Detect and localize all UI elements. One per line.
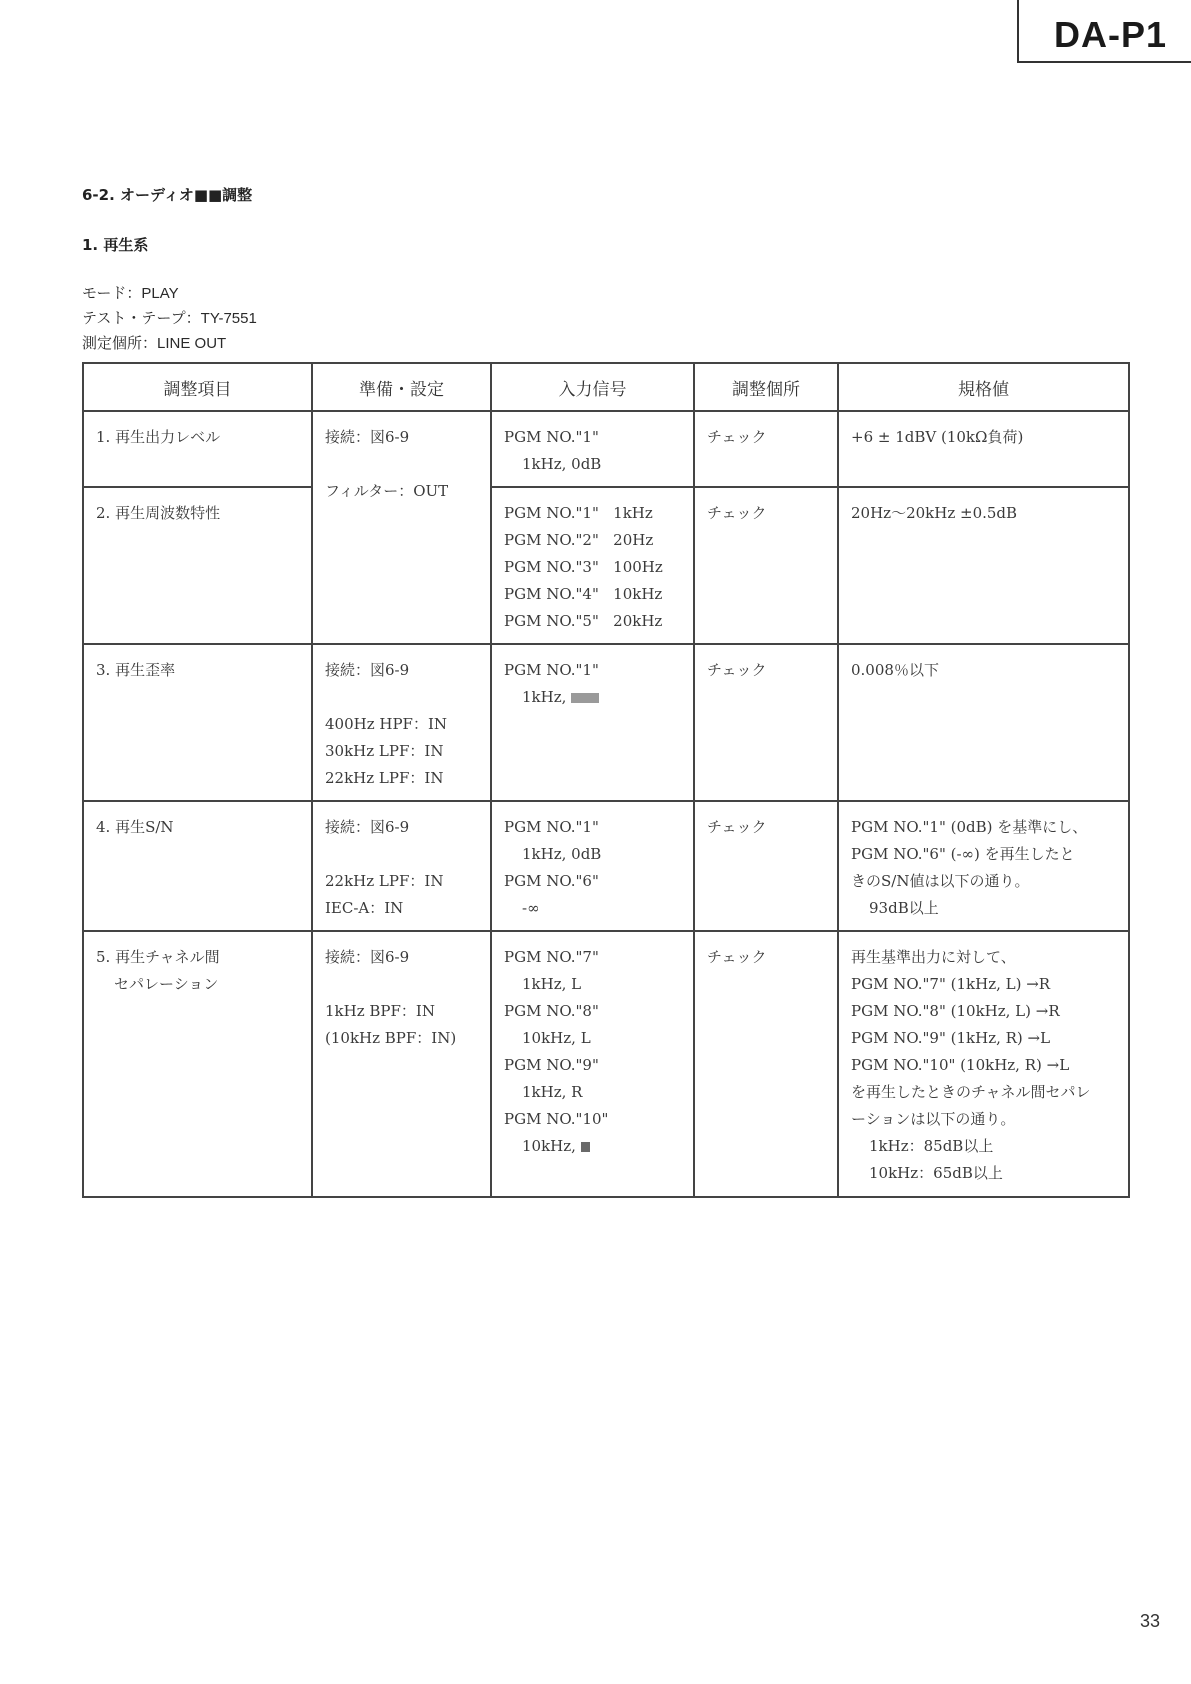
spec-line: PGM NO."6" (-∞) を再生したと [851, 845, 1075, 863]
cell-item [83, 644, 312, 801]
signal-line: PGM NO."10" [504, 1110, 609, 1128]
item-text: セパレーション [114, 975, 219, 993]
signal-line: PGM NO."1" 1kHz [504, 504, 653, 522]
prep-line: (10kHz BPF：IN) [325, 1029, 457, 1047]
signal-line: -∞ [522, 899, 540, 917]
cell-item [83, 411, 312, 487]
cell-spec [838, 411, 1129, 487]
spec-line: 再生基準出力に対して、 [851, 948, 1016, 966]
adjustment-table [82, 362, 1130, 1198]
prep-line: 接続：図6-9 [325, 818, 410, 836]
signal-line: PGM NO."8" [504, 1002, 599, 1020]
signal-text: 10kHz, [522, 1137, 576, 1155]
signal-line [504, 1133, 681, 1160]
signal-line: PGM NO."2" 20Hz [504, 531, 654, 549]
condition-mode [82, 282, 179, 303]
spec-line: PGM NO."1" (0dB) を基準にし、 [851, 818, 1088, 836]
header-spec: 規格値 [838, 363, 1129, 411]
spec-line: PGM NO."9" (1kHz, R) →L [851, 1029, 1051, 1047]
cell-item [83, 487, 312, 644]
table-row [83, 931, 1129, 1197]
adjust-text: チェック [707, 661, 767, 679]
cell-adjust [694, 801, 838, 931]
spec-line: きのS/N値は以下の通り。 [851, 872, 1030, 890]
spec-line: 20Hz～20kHz ±0.5dB [851, 504, 1018, 522]
cell-prep [312, 931, 491, 1197]
item-text: 4. 再生S/N [96, 818, 174, 836]
adjust-text: チェック [707, 428, 767, 446]
table-row [83, 487, 1129, 644]
cell-adjust [694, 644, 838, 801]
cell-spec [838, 801, 1129, 931]
condition-value: PLAY [141, 285, 179, 302]
header-prep: 準備・設定 [312, 363, 491, 411]
spec-line: を再生したときのチャネル間セパレ [851, 1083, 1091, 1101]
condition-value: TY-7551 [200, 310, 257, 327]
spec-line: 1kHz：85dB以上 [869, 1137, 994, 1155]
signal-line: PGM NO."1" [504, 428, 599, 446]
item-text: 1. 再生出力レベル [96, 428, 221, 446]
signal-line: 10kHz, L [522, 1029, 591, 1047]
table-header-row [83, 363, 1129, 411]
adjust-text: チェック [707, 948, 767, 966]
model-label: DA-P1 [1054, 14, 1168, 55]
table-row [83, 801, 1129, 931]
cell-prep [312, 644, 491, 801]
spec-line: ーションは以下の通り。 [851, 1110, 1016, 1128]
cell-spec [838, 931, 1129, 1197]
signal-line: PGM NO."4" 10kHz [504, 585, 663, 603]
cell-item [83, 801, 312, 931]
signal-line: 1kHz, 0dB [522, 845, 602, 863]
page-number: 33 [1140, 1611, 1161, 1631]
signal-line: PGM NO."9" [504, 1056, 599, 1074]
prep-line: 1kHz BPF：IN [325, 1002, 435, 1020]
signal-line: PGM NO."5" 20kHz [504, 612, 663, 630]
signal-line: PGM NO."1" [504, 818, 599, 836]
cell-adjust [694, 487, 838, 644]
item-text: 5. 再生チャネル間 [96, 948, 220, 966]
cell-prep [312, 801, 491, 931]
condition-measure-point [82, 332, 226, 353]
prep-line: 22kHz LPF：IN [325, 769, 444, 787]
spec-line: PGM NO."8" (10kHz, L) →R [851, 1002, 1060, 1020]
spec-line: 10kHz：65dB以上 [869, 1164, 1003, 1182]
sub-title: 1. 再生系 [82, 236, 149, 254]
cell-signal [491, 931, 694, 1197]
redaction-mark [571, 693, 599, 703]
signal-line: PGM NO."6" [504, 872, 599, 890]
prep-line: IEC-A：IN [325, 899, 404, 917]
signal-text: 1kHz, [522, 688, 567, 706]
cell-signal [491, 644, 694, 801]
condition-label: モード： [82, 284, 142, 302]
cell-item [83, 931, 312, 1197]
item-text: 3. 再生歪率 [96, 661, 176, 679]
cell-spec [838, 644, 1129, 801]
signal-line: 1kHz, 0dB [522, 455, 602, 473]
spec-line: 93dB以上 [869, 899, 939, 917]
signal-line: 1kHz, R [522, 1083, 583, 1101]
condition-test-tape [82, 307, 257, 328]
spec-line: PGM NO."10" (10kHz, R) →L [851, 1056, 1070, 1074]
redaction-mark [581, 1142, 590, 1152]
signal-line: 1kHz, L [522, 975, 582, 993]
cell-signal [491, 487, 694, 644]
cell-adjust [694, 931, 838, 1197]
prep-line: 接続：図6-9 [325, 428, 410, 446]
adjust-text: チェック [707, 504, 767, 522]
cell-prep [312, 411, 491, 644]
signal-line: PGM NO."1" [504, 661, 599, 679]
item-text: 2. 再生周波数特性 [96, 504, 221, 522]
table-row [83, 644, 1129, 801]
signal-line [504, 684, 681, 711]
prep-line: 接続：図6-9 [325, 948, 410, 966]
cell-adjust [694, 411, 838, 487]
condition-value: LINE OUT [157, 335, 227, 352]
prep-line: 30kHz LPF：IN [325, 742, 444, 760]
header-item: 調整項目 [83, 363, 312, 411]
header-adjust: 調整個所 [694, 363, 838, 411]
adjust-text: チェック [707, 818, 767, 836]
prep-line: フィルター：OUT [325, 482, 449, 500]
header-signal: 入力信号 [491, 363, 694, 411]
cell-signal [491, 411, 694, 487]
spec-line: 0.008％以下 [851, 661, 939, 679]
cell-signal [491, 801, 694, 931]
prep-line: 接続：図6-9 [325, 661, 410, 679]
signal-line: PGM NO."7" [504, 948, 599, 966]
spec-line: +6 ± 1dBV (10kΩ負荷) [851, 428, 1024, 446]
cell-spec [838, 487, 1129, 644]
table-row [83, 411, 1129, 487]
spec-line: PGM NO."7" (1kHz, L) →R [851, 975, 1051, 993]
prep-line: 22kHz LPF：IN [325, 872, 444, 890]
signal-line: PGM NO."3" 100Hz [504, 558, 663, 576]
condition-label: 測定個所： [82, 334, 158, 352]
prep-line: 400Hz HPF：IN [325, 715, 448, 733]
section-title: 6-2. オーディオ■■調整 [82, 186, 253, 204]
condition-label: テスト・テープ： [82, 309, 201, 327]
